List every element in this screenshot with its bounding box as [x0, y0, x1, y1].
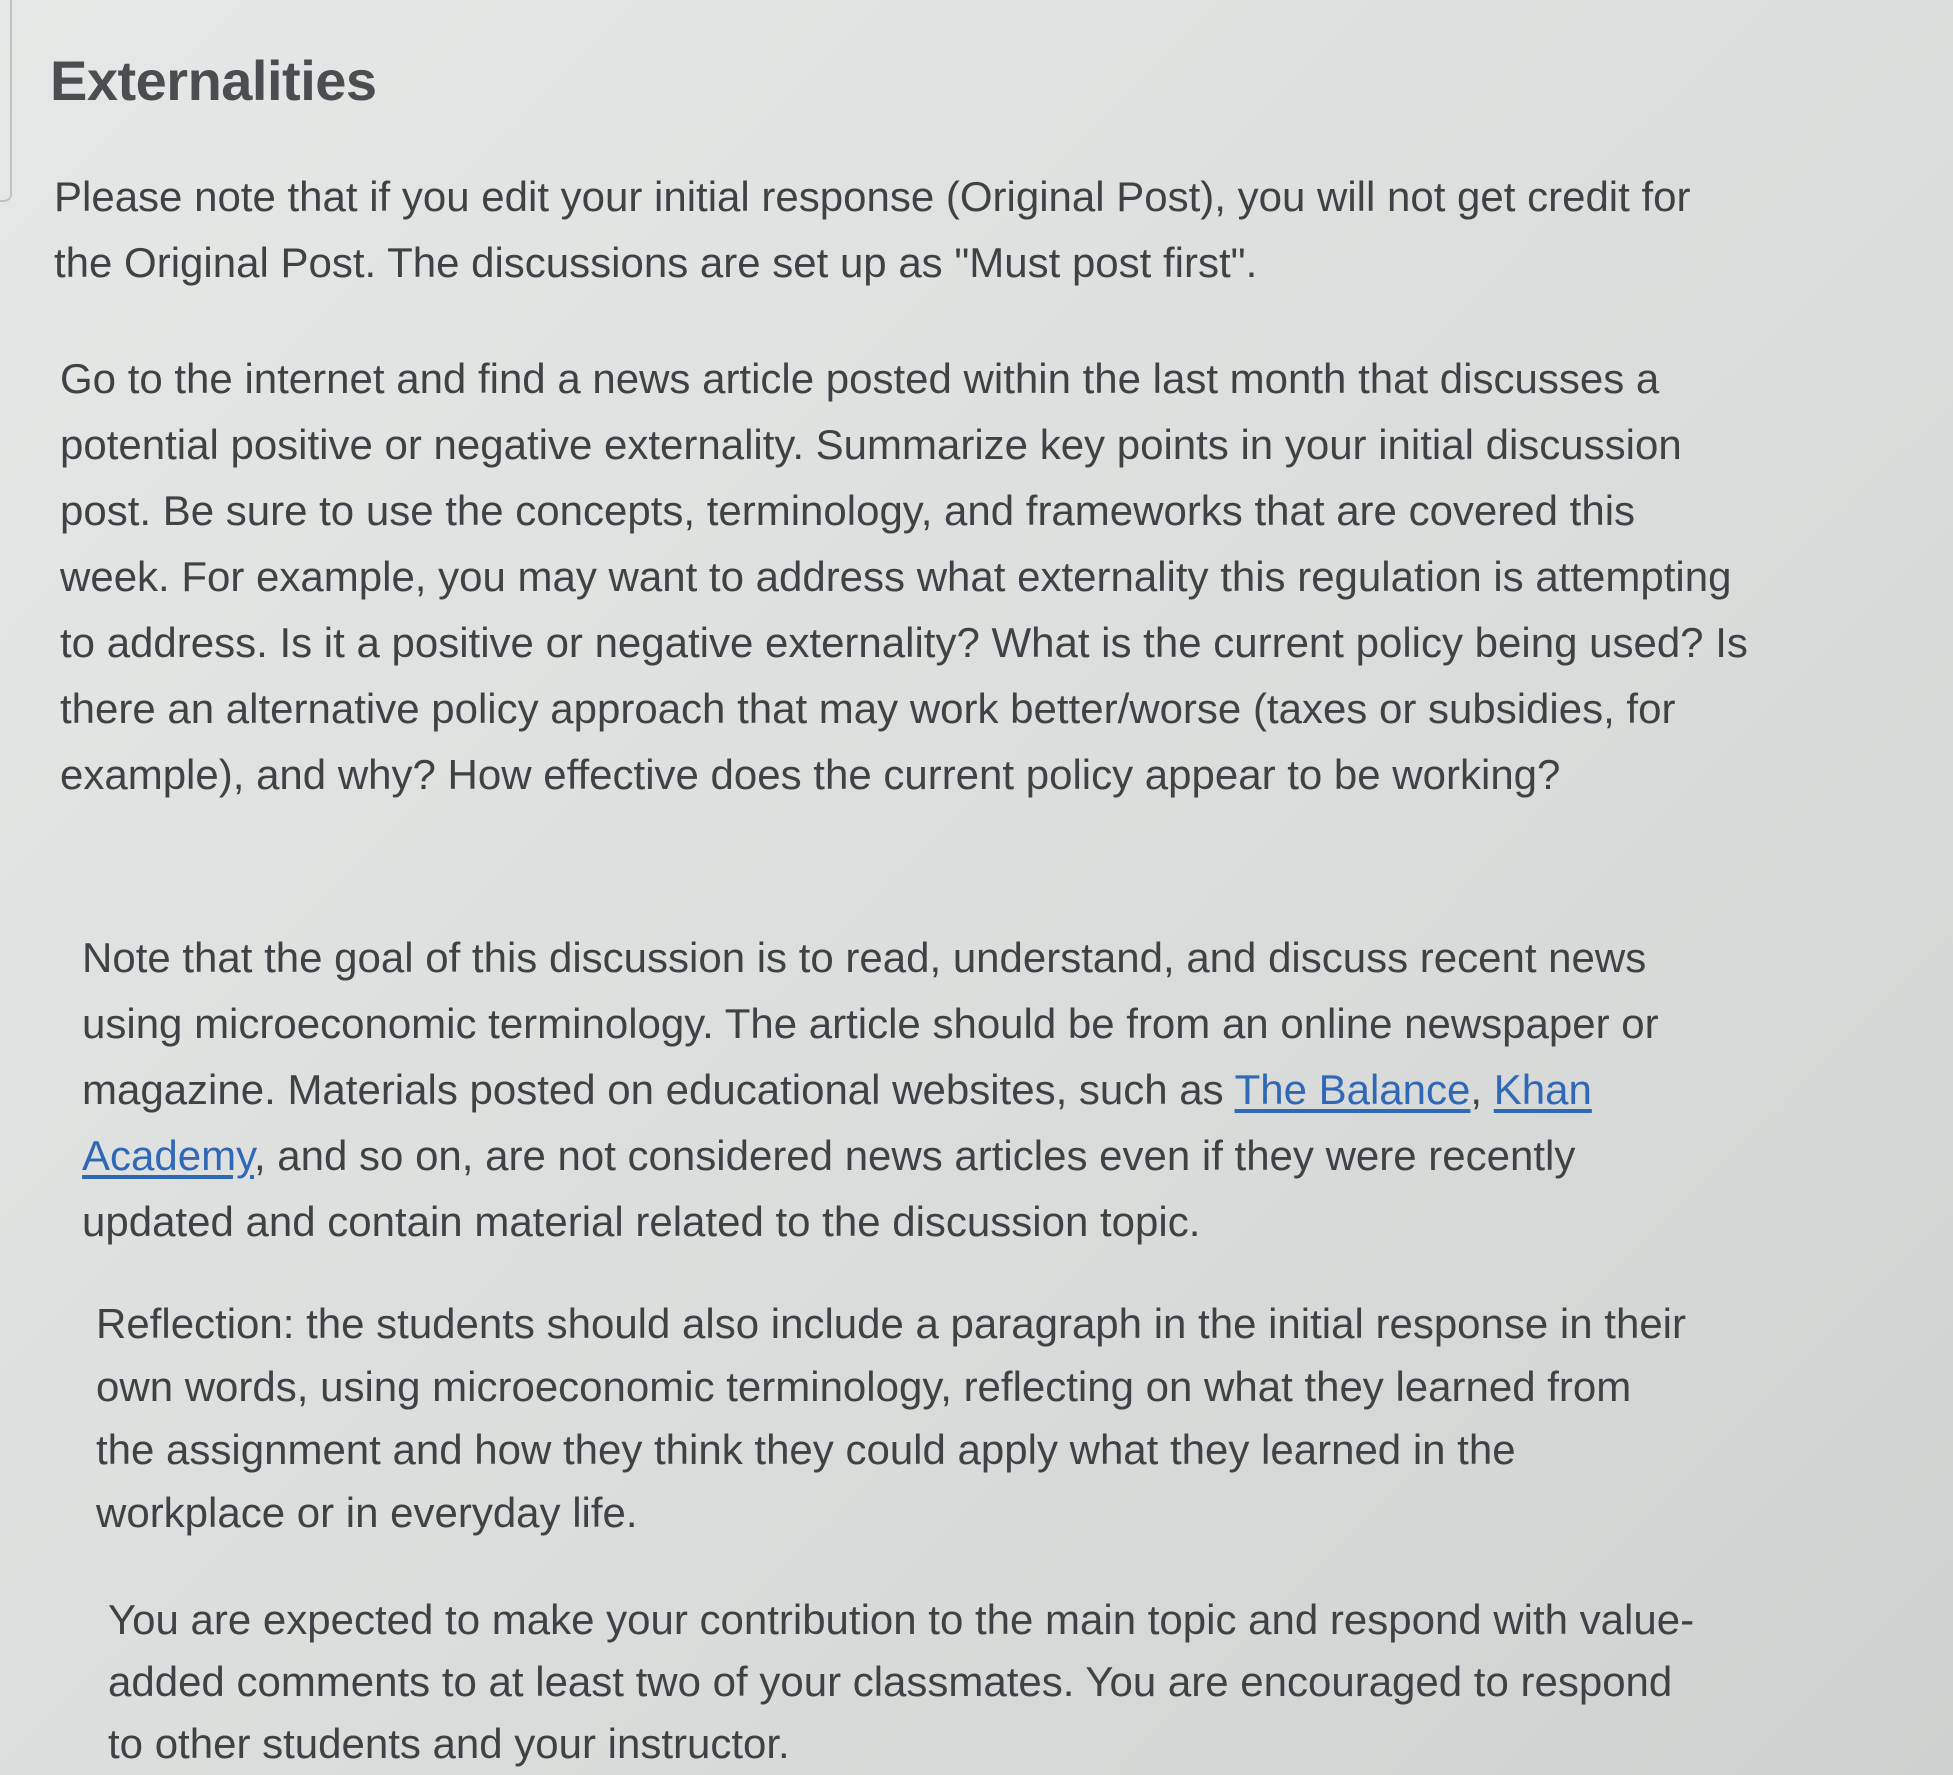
the-balance-link[interactable]: The Balance	[1234, 1066, 1471, 1113]
article-source-paragraph	[82, 925, 1702, 1255]
article-source-text: Note that the goal of this discussion is to read, understand, and discuss recent news using microeconomic terminology. The article should be from an online newspaper or magazine. Materials posted on educational websites, such as	[82, 934, 1659, 1113]
participation-paragraph: You are expected to make your contribution to the main topic and respond with value-added comments to at least two of your classmates. You are encouraged to respond to other students and your instructor.	[108, 1596, 1695, 1767]
reflection-paragraph: Reflection: the students should also include a paragraph in the initial response in their own words, using microeconomic terminology, reflecting on what they learned from the assignment and how they think they could apply what they learned in the workplace or in everyday life.	[96, 1300, 1686, 1536]
page-title: Externalities	[50, 49, 377, 112]
khan-academy-link[interactable]: Khan Academy	[82, 1066, 1592, 1179]
content-frame-edge	[0, 0, 12, 202]
instructions-paragraph: Go to the internet and find a news article posted within the last month that discusses a potential positive or negative externality. Summarize key points in your initial discussion post. Be sure to use the concepts, terminology, and frameworks that are covered this week. For example, you may want to address what externality this regulation is attempting to address. Is it a positive or negative externality? What is the current policy being used? Is there an alternative policy approach that may work better/worse (taxes or subsidies, for example), and why? How effective does the current policy appear to be working?	[60, 355, 1748, 798]
link-separator: ,	[1470, 1066, 1494, 1113]
note-paragraph: Please note that if you edit your initial response (Original Post), you will not get credit for the Original Post. The discussions are set up as "Must post first".	[54, 173, 1691, 286]
article-source-text-end: , and so on, are not considered news articles even if they were recently updated and contain material related to the discussion topic.	[82, 1132, 1576, 1245]
